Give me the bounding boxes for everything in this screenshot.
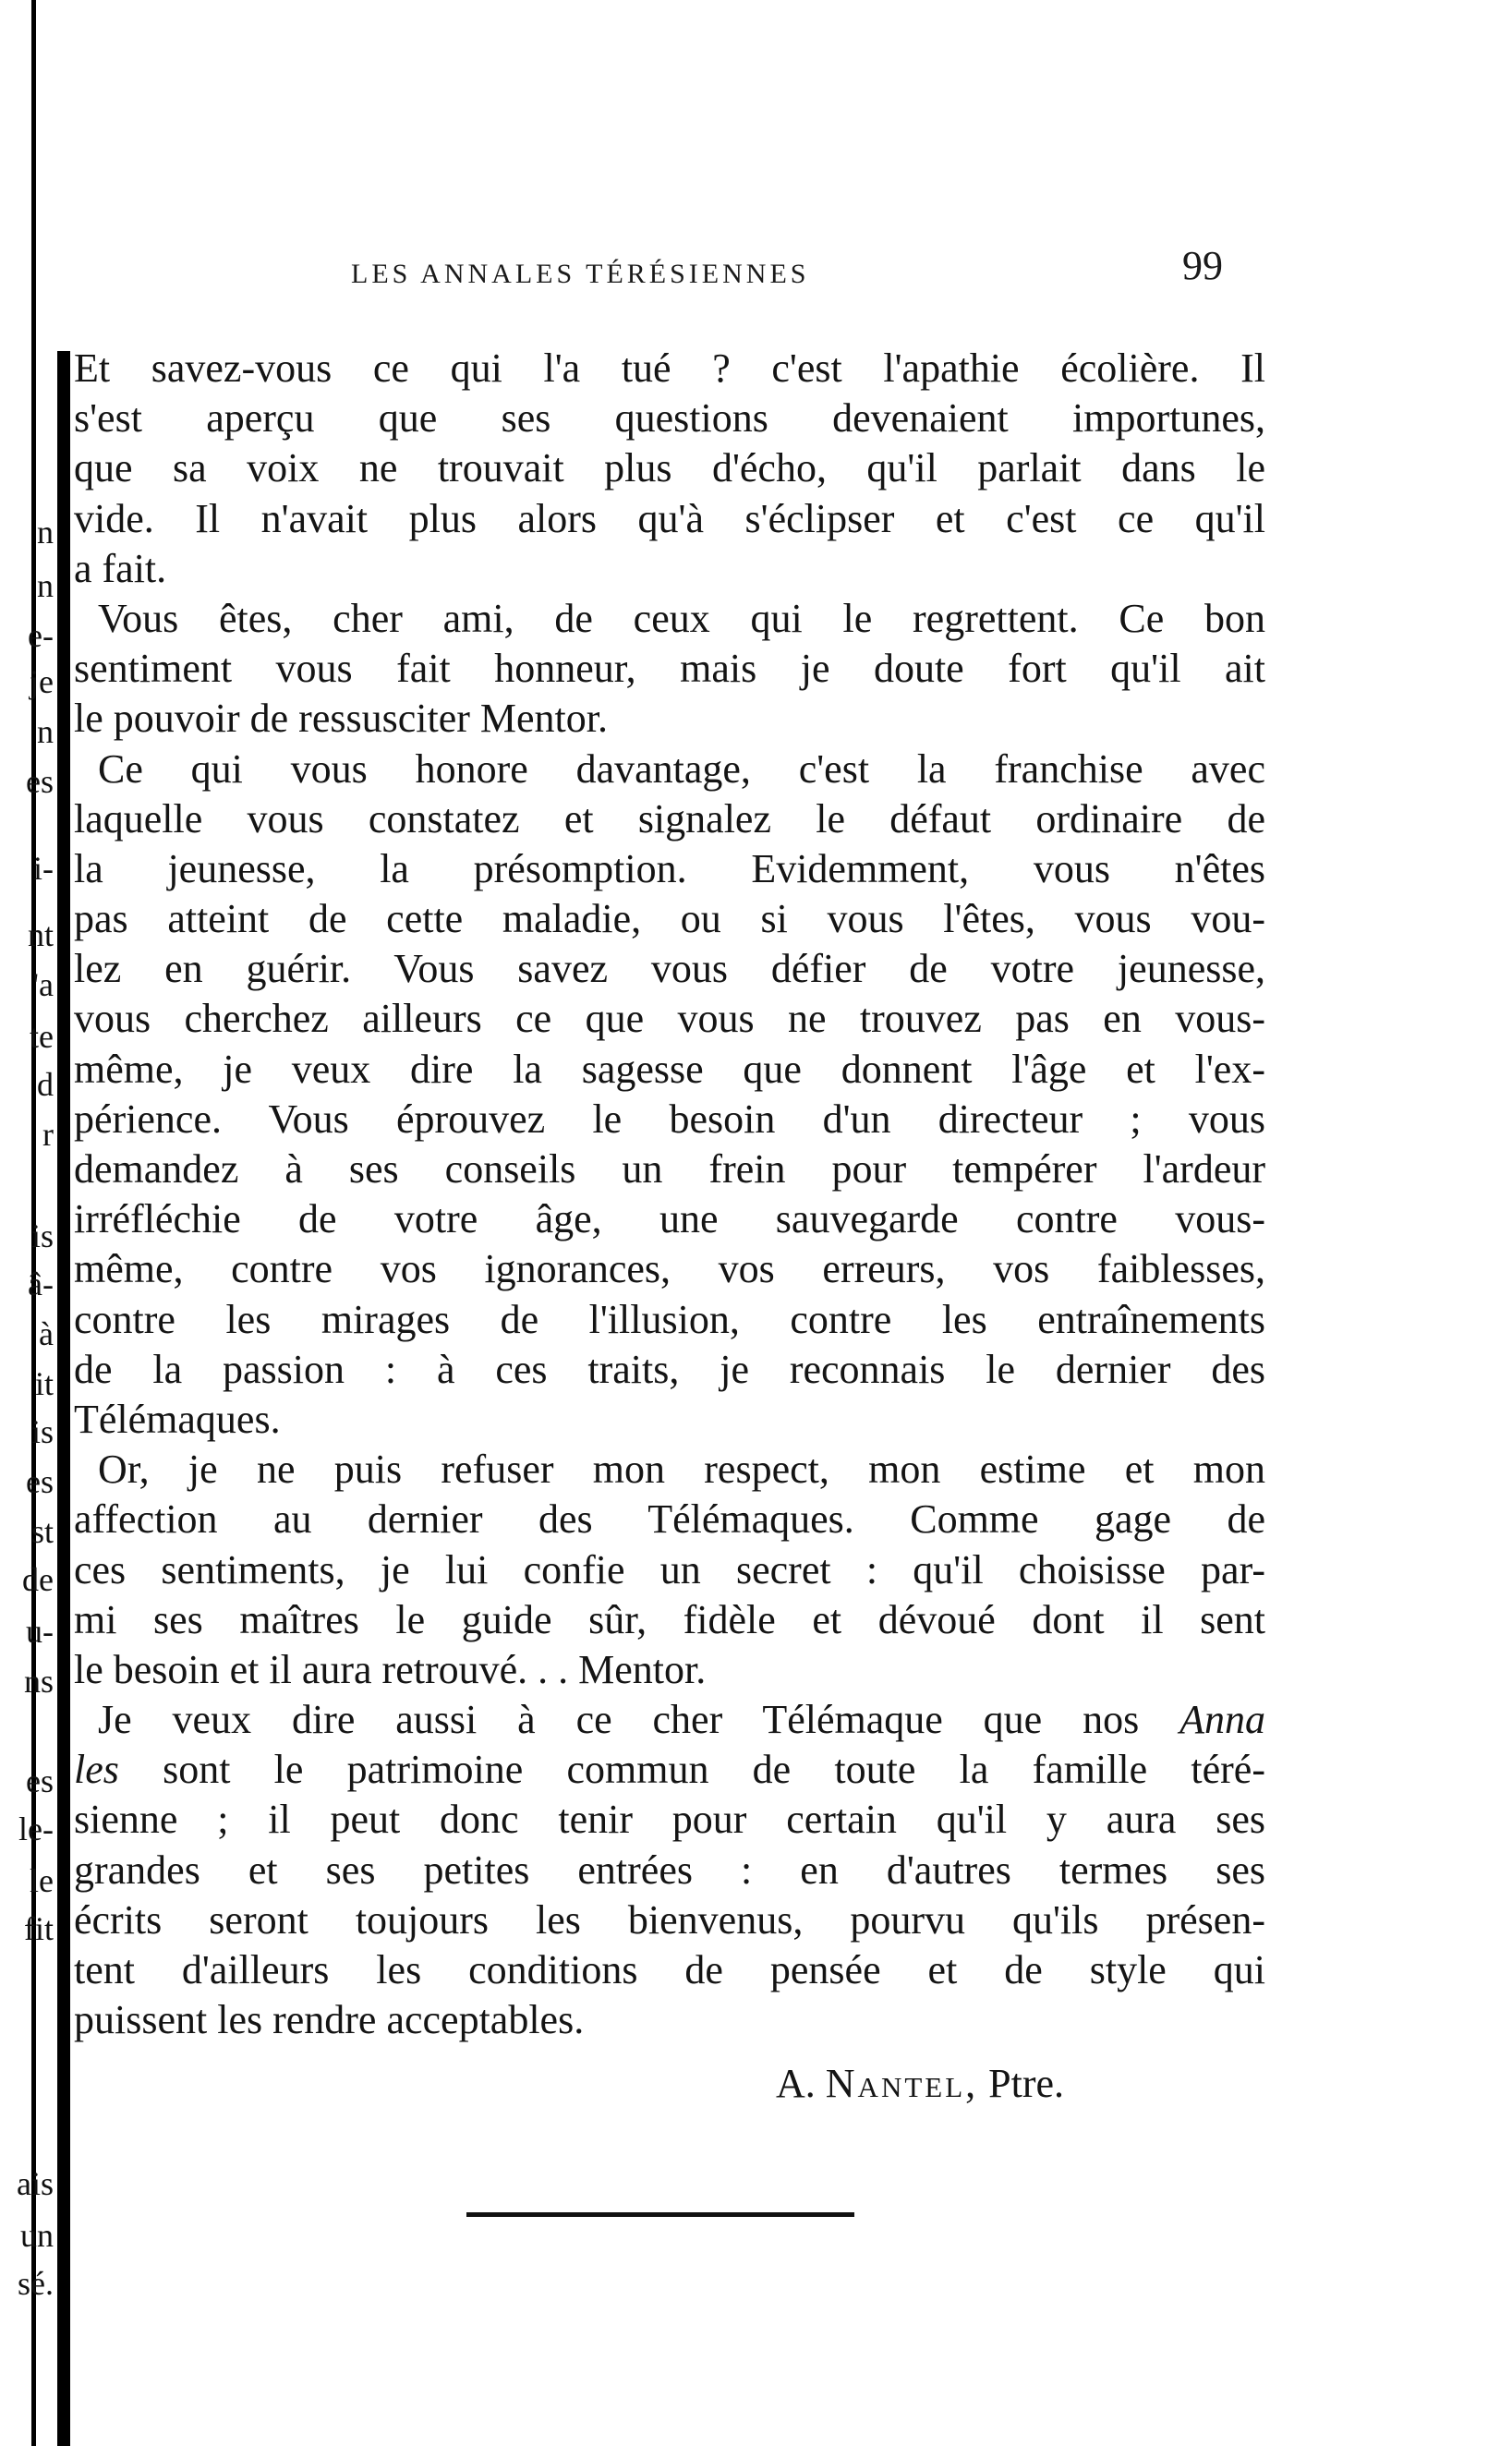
text-line: s'est aperçu que ses questions devenaient importunes, [74,395,1265,442]
text-line: puissent les rendre acceptables. [74,1997,585,2043]
margin-fragment: 'a [32,966,54,1003]
margin-fragment: le [30,1862,54,1899]
signature-title: Ptre. [988,2061,1065,2106]
margin-fragment: à [39,1315,54,1352]
margin-fragment: es [26,1762,54,1799]
text-line: affection au dernier des Télémaques. Comme gage de [74,1496,1265,1543]
margin-fragment: is [30,1413,54,1450]
text-line: Télémaques. [74,1396,281,1442]
text-line: mi ses maîtres le guide sûr, fidèle et dévoué dont il sent [74,1596,1265,1642]
text-line: même, contre vos ignorances, vos erreurs, vos faiblesses, [74,1246,1265,1292]
text-line-with-italic [74,1695,1265,1745]
margin-fragment: fit [24,1910,54,1947]
text-line: que sa voix ne trouvait plus d'écho, qu'il parlait dans le [74,445,1265,491]
margin-fragment: i- [33,850,54,887]
margin-fragment: r [42,1116,54,1153]
text-line: périence. Vous éprouvez le besoin d'un directeur ; vous [74,1096,1265,1142]
margin-fragment: de [22,1561,54,1598]
text-line: contre les mirages de l'illusion, contre les entraînements [74,1296,1265,1342]
text-line: sentiment vous fait honneur, mais je doute fort qu'il ait [74,646,1265,692]
facing-page-bleed [0,0,55,2446]
text-line: irréfléchie de votre âge, une sauvegarde contre vous- [74,1196,1265,1242]
margin-fragment: te [30,1018,54,1055]
text-line: pas atteint de cette maladie, ou si vous l'êtes, vous vou- [74,896,1265,942]
running-header-title: LES ANNALES TÉRÉSIENNES [351,259,810,289]
text-segment: Je veux dire aussi à ce cher Télémaque que nos [98,1697,1140,1743]
margin-fragment: je [30,663,54,700]
margin-fragment: n [37,713,54,750]
margin-fragment: e- [28,617,54,654]
text-line: vous cherchez ailleurs ce que vous ne trouvez pas en vous- [74,996,1265,1042]
text-line: écrits seront toujours les bienvenus, pourvu qu'ils présen- [74,1896,1265,1943]
margin-fragment: n [37,514,54,551]
binding-shadow [57,351,70,2446]
author-signature [776,2060,1064,2107]
margin-fragment: nt [27,916,54,953]
margin-fragment: ns [23,1663,54,1700]
closing-rule [466,2212,854,2217]
text-line: la jeunesse, la présomption. Evidemment, vous n'êtes [74,845,1265,891]
article-body [74,344,1265,2045]
margin-fragment: es [26,763,54,800]
page-number: 99 [1182,243,1223,288]
text-line: vide. Il n'avait plus alors qu'à s'éclipser et c'est ce qu'il [74,495,1265,541]
text-line: le pouvoir de ressusciter Mentor. [74,696,608,742]
margin-fragment: is [30,1217,54,1254]
text-line: laquelle vous constatez et signalez le défaut ordinaire de [74,795,1265,842]
margin-fragment: st [30,1513,54,1550]
margin-fragment: it [34,1365,54,1402]
text-line: lez en guérir. Vous savez vous défier de votre jeunesse, [74,946,1265,992]
italic-word: les [74,1747,119,1793]
text-line: Or, je ne puis refuser mon respect, mon estime et mon [98,1447,1265,1493]
text-line: Et savez-vous ce qui l'a tué ? c'est l'apathie écolière. Il [74,345,1265,391]
text-segment: sont le patrimoine commun de toute la famille téré- [118,1747,1265,1793]
text-line: même, je veux dire la sagesse que donnent l'âge et l'ex- [74,1046,1265,1092]
margin-fragment: â- [28,1265,54,1302]
text-line-with-italic [74,1745,1265,1795]
text-line: le besoin et il aura retrouvé. . . Mentor. [74,1646,707,1692]
margin-fragment: ais [17,2165,54,2202]
margin-fragment: n [37,567,54,604]
italic-word: Anna [1179,1697,1266,1743]
text-line: ces sentiments, je lui confie un secret : qu'il choisisse par- [74,1546,1265,1592]
text-line: grandes et ses petites entrées : en d'autres termes ses [74,1847,1265,1893]
margin-fragment: le- [18,1810,54,1847]
signature-initial: A. [776,2061,816,2106]
margin-fragment: u- [26,1613,54,1650]
signature-surname: Nantel, [825,2061,979,2106]
text-line: Vous êtes, cher ami, de ceux qui le regrettent. Ce bon [98,595,1265,641]
margin-fragment: d [37,1066,54,1103]
text-line: demandez à ses conseils un frein pour tempérer l'ardeur [74,1146,1265,1192]
text-line: Ce qui vous honore davantage, c'est la franchise avec [98,745,1265,792]
text-line: a fait. [74,545,167,591]
text-line: sienne ; il peut donc tenir pour certain qu'il y aura ses [74,1797,1265,1843]
margin-fragment: sé. [18,2265,54,2302]
text-line: tent d'ailleurs les conditions de pensée et de style qui [74,1947,1265,1992]
text-line: de la passion : à ces traits, je reconnais le dernier des [74,1346,1265,1392]
margin-fragment: es [26,1463,54,1500]
margin-fragment: un [20,2217,54,2254]
